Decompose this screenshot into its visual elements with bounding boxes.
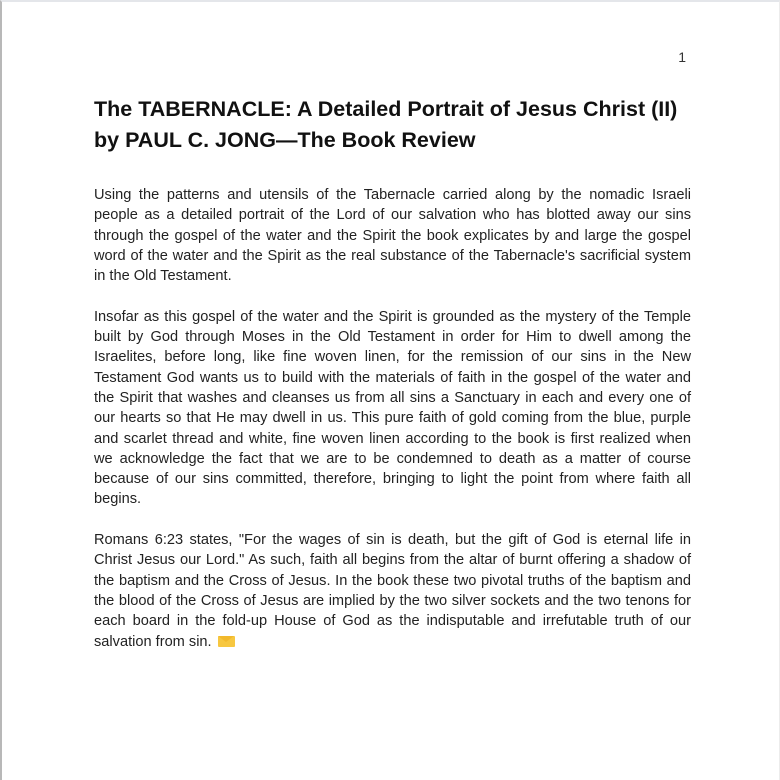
document-body — [94, 185, 691, 672]
paragraph-1: Using the patterns and utensils of the Tabernacle carried along by the nomadic Israeli people as a detailed portrait of the Lord of our salvation who has blotted away our sins through the gospel of the water and the Spirit the book explicates by and large the gospel word of the water and the Spirit as the real substance of the Tabernacle's sacrificial system in the Old Testament. — [94, 187, 691, 285]
page-number: 1 — [678, 49, 686, 65]
page-title: The TABERNACLE: A Detailed Portrait of Jesus Christ (II) by PAUL C. JONG—The Book Review — [94, 97, 678, 152]
paragraph-3 — [94, 530, 691, 652]
paragraph-2: Insofar as this gospel of the water and the Spirit is grounded as the mystery of the Temple built by God through Moses in the Old Testament in order for Him to dwell among the Israelites, before long, like fine woven linen, for the remission of our sins in the New Testament God wants us to build with the materials of faith in the gospel of the water and the Spirit that washes and cleanses us from all sins a Sanctuary in each and every one of our hearts so that He may dwell in us. This pure faith of gold coming from the blue, purple and scarlet thread and white, fine woven linen according to the book is first realized when we acknowledge the fact that we are to be condemned to death as a matter of course because of our sins committed, therefore, bringing to light the point from where faith all begins. — [94, 308, 691, 508]
envelope-icon — [218, 636, 235, 647]
paragraph-3-text: Romans 6:23 states, "For the wages of sin is death, but the gift of God is eternal life in Christ Jesus our Lord." As such, faith all begins from the altar of burnt offering a shadow of the baptism and the Cross of Jesus. In the book these two pivotal truths of the baptism and the blood of the Cross of Jesus are implied by the two silver sockets and the two tenons for each board in the fold-up House of God as the indisputable and irrefutable truth of our salvation from sin. — [94, 532, 691, 650]
